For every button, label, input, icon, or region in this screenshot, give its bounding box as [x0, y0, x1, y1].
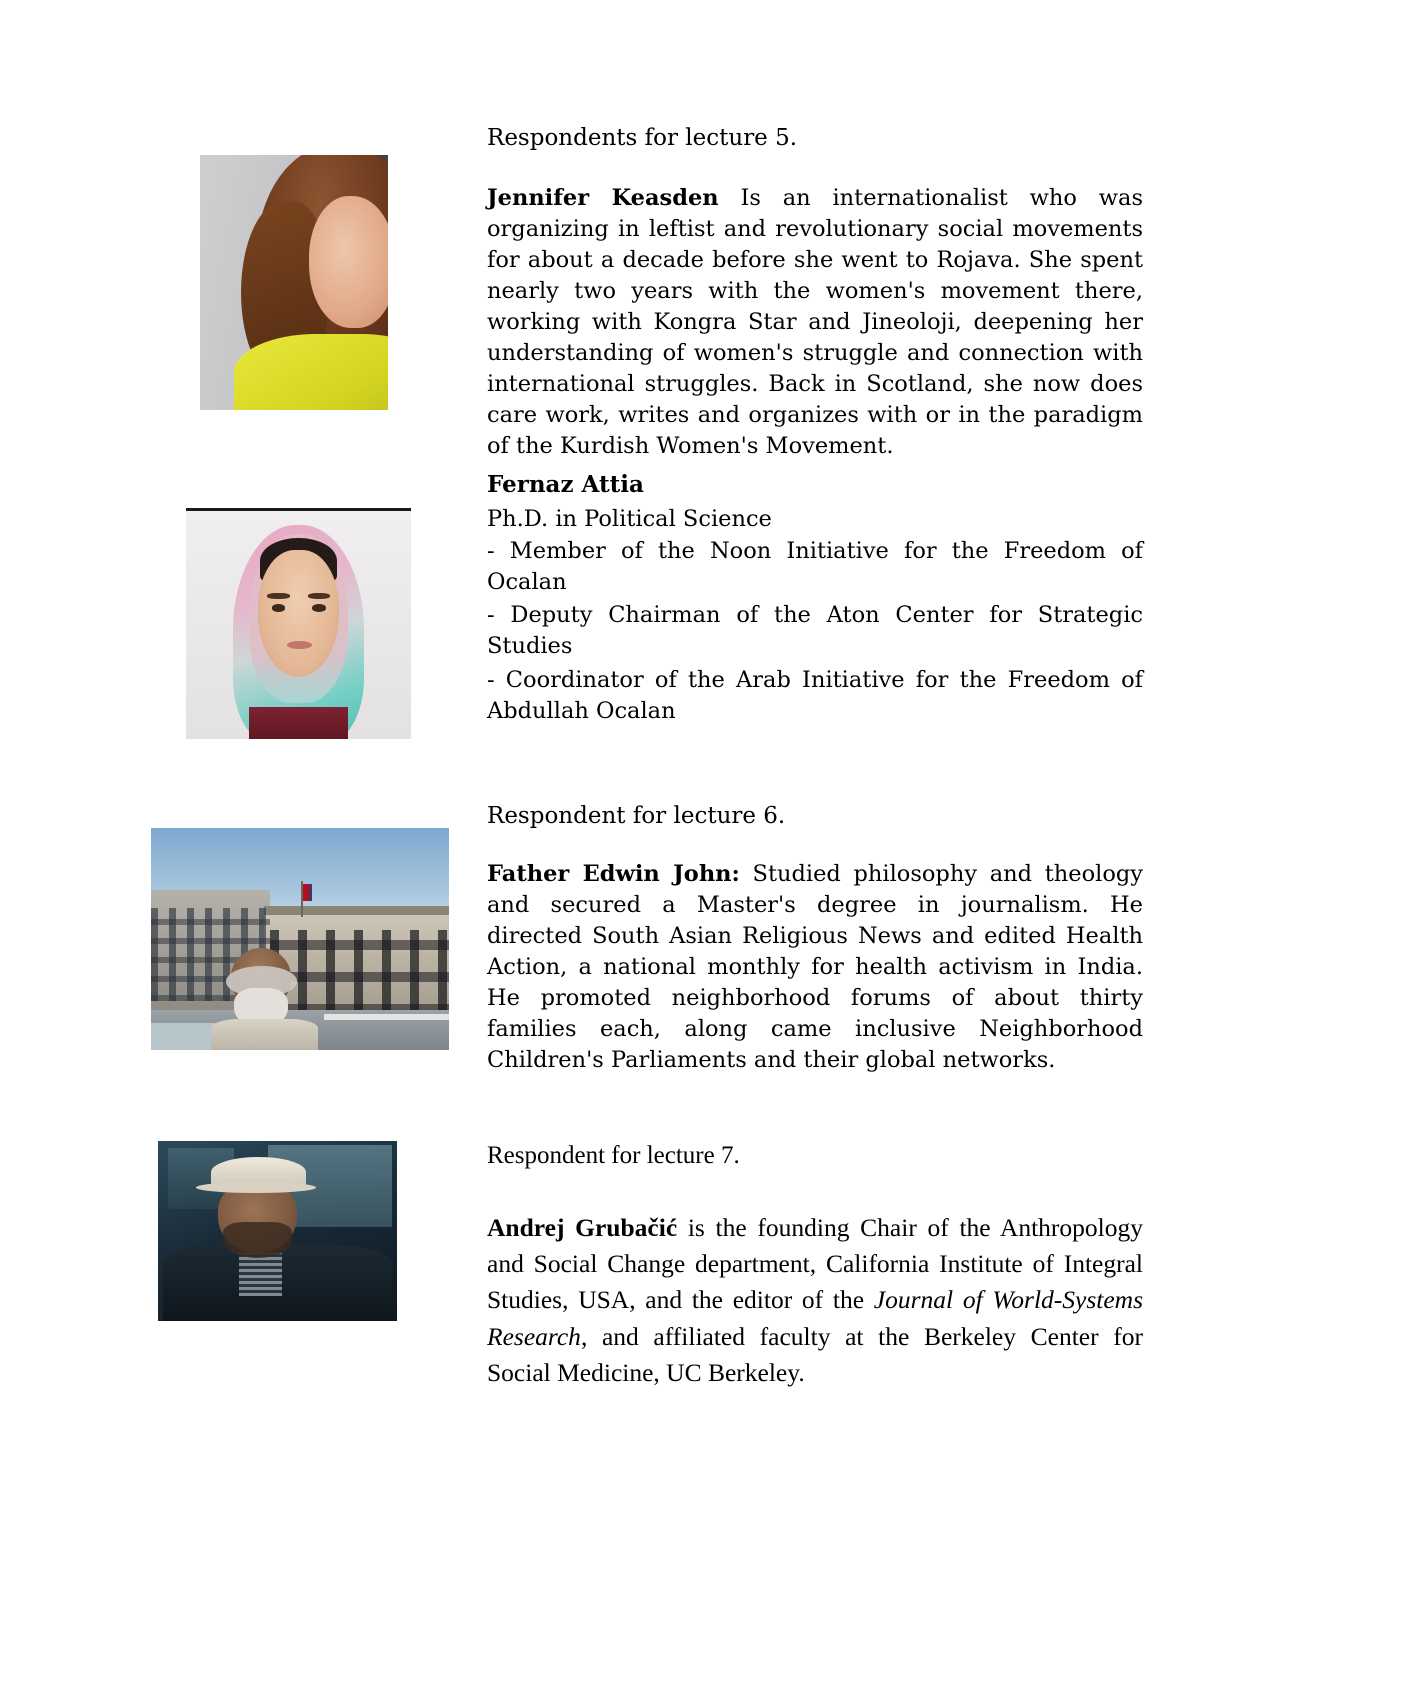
jennifer-keasden-paragraph: [487, 183, 1143, 462]
father-edwin-john-name-space: [740, 861, 753, 887]
father-edwin-john-name: Father Edwin John:: [487, 861, 740, 887]
jennifer-keasden-name-space: [719, 185, 741, 211]
photo-windows-right-layer: [270, 930, 449, 1014]
andrej-grubacic-photo: [158, 1141, 397, 1321]
photo-torso-layer: [211, 1019, 318, 1050]
photo-eye-left-layer: [272, 604, 286, 611]
fernaz-attia-name: Fernaz Attia: [487, 471, 644, 498]
father-edwin-john-paragraph: [487, 859, 1143, 1076]
photo-face-layer: [309, 196, 388, 329]
lecture-5-heading: Respondents for lecture 5.: [487, 125, 798, 151]
father-edwin-john-photo: [151, 828, 449, 1050]
andrej-grubacic-bio-part-2: , and affiliated faculty at the Berkeley Center for Social Medicine, UC Berkeley.: [487, 1321, 1143, 1387]
jennifer-keasden-name: Jennifer Keasden: [487, 185, 719, 211]
andrej-grubacic-name: Andrej Grubačić: [487, 1213, 678, 1242]
jennifer-keasden-bio: Is an internationalist who was organizing in leftist and revolutionary social movements for about a decade before she went to Rojava. She spent nearly two years with the women's movement there, working with Kongra Star and Jineoloji, deepening her understanding of women's struggle and connection with international struggles. Back in Scotland, she now does care work, writes and organizes with or in the paradigm of the Kurdish Women's Movement.: [487, 185, 1144, 460]
fernaz-attia-photo: [186, 508, 411, 739]
fernaz-attia-credential-line-2: - Member of the Noon Initiative for the Freedom of Ocalan: [487, 538, 1143, 596]
journal-title: Journal of World-Systems Research: [487, 1285, 1144, 1351]
photo-eyebrow-left-layer: [267, 593, 290, 599]
photo-flag-layer: [303, 884, 312, 902]
lecture-7-heading: Respondent for lecture 7.: [487, 1142, 740, 1169]
fernaz-attia-credential-line-4: - Coordinator of the Arab Initiative for the Freedom of Abdullah Ocalan: [487, 667, 1143, 725]
father-edwin-john-bio: Studied philosophy and theology and secured a Master's degree in journalism. He directed South Asian Religious News and edited Health Action, a national monthly for health activism in India. He promoted neighborhood forums of about thirty families each, along came inclusive Neighborhood Children's Parliaments and their global networks.: [487, 861, 1143, 1074]
lecture-6-heading: Respondent for lecture 6.: [487, 803, 786, 829]
photo-eye-right-layer: [312, 604, 326, 611]
photo-garment-layer: [249, 707, 348, 739]
photo-railing-layer: [324, 1014, 449, 1020]
fernaz-attia-credential-line-1: Ph.D. in Political Science: [487, 506, 772, 532]
photo-eyebrow-right-layer: [308, 593, 331, 599]
andrej-grubacic-paragraph: [487, 1210, 1143, 1391]
fernaz-attia-credential-line-3: - Deputy Chairman of the Aton Center for Strategic Studies: [487, 602, 1143, 660]
photo-beard-layer: [223, 1222, 292, 1258]
photo-roofline-layer: [264, 906, 449, 915]
photo-yellow-shirt-layer: [234, 334, 388, 411]
andrej-grubacic-bio-part-1: is the founding Chair of the Anthropology and Social Change department, California Institute of Integral Studies, USA, and the editor of the: [487, 1213, 1143, 1315]
photo-face-layer: [258, 550, 339, 678]
photo-shirt-layer: [239, 1253, 282, 1296]
photo-lips-layer: [287, 641, 312, 649]
andrej-grubacic-name-space: [677, 1213, 688, 1242]
jennifer-keasden-photo: [200, 155, 388, 410]
